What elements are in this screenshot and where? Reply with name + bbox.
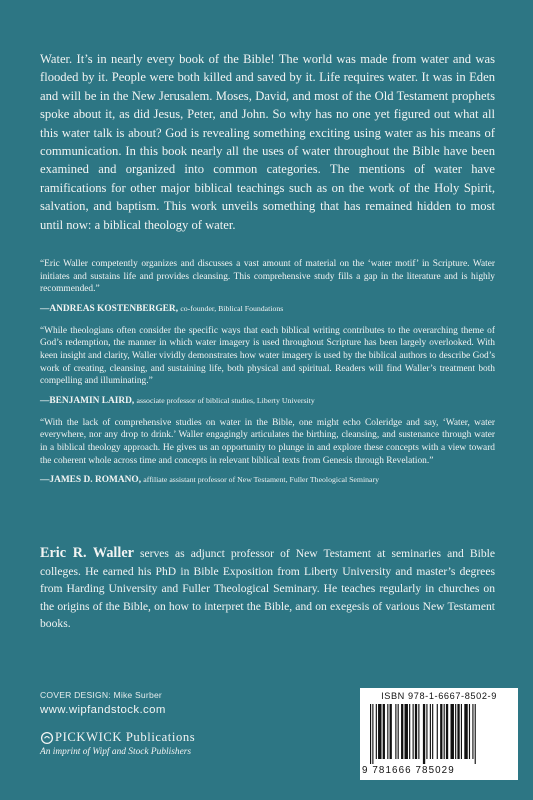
endorsement xyxy=(40,325,495,407)
barcode-bar xyxy=(401,704,403,759)
isbn-barcode xyxy=(360,688,518,780)
barcode-bar xyxy=(432,704,433,759)
barcode-bar xyxy=(418,704,419,759)
author-bio xyxy=(40,545,495,633)
barcode-bar xyxy=(437,704,438,759)
barcode-bar xyxy=(455,704,456,759)
barcode-bar xyxy=(430,704,431,759)
pickwick-logo-icon xyxy=(40,731,54,745)
barcode-bar xyxy=(461,704,462,759)
barcode-bar xyxy=(413,704,414,759)
barcode-bar xyxy=(472,704,473,759)
endorsement xyxy=(40,417,495,486)
barcode-bar xyxy=(395,704,396,759)
barcode-bar xyxy=(464,704,467,759)
publisher-credits xyxy=(40,690,300,757)
barcode-digits: 9 781666 785029 xyxy=(362,765,455,776)
endorser-role: associate professor of biblical studies, Liberty University xyxy=(136,395,315,405)
barcode-bar xyxy=(440,704,442,759)
endorser-name: —ANDREAS KOSTENBERGER, xyxy=(40,303,179,314)
endorsement xyxy=(40,258,495,315)
barcode-bar xyxy=(376,704,377,759)
endorsement-attribution xyxy=(40,473,495,486)
barcode-bar xyxy=(451,704,454,759)
barcode-bar xyxy=(405,704,408,759)
barcode-bar xyxy=(409,704,410,759)
endorsement-attribution xyxy=(40,394,495,407)
endorsement-text: “While theologians often consider the specific ways that each biblical writing contributes to the overarching theme of God’s redemption, the manner in which water imagery is used throughout Scripture has been largely overlooked. With keen insight and clarity, Waller vividly demonstrates how water imagery is used by the biblical authors to describe God’s work of creating, cleansing, and sustaining life, both physical and spiritual. Readers will find Waller’s treatment both compelling and illuminating.” xyxy=(40,325,495,387)
endorser-name: —BENJAMIN LAIRD, xyxy=(40,395,135,406)
endorser-role: co-founder, Biblical Foundations xyxy=(180,303,284,313)
imprint-subtitle: An imprint of Wipf and Stock Publishers xyxy=(40,747,192,757)
barcode-bar xyxy=(370,704,371,764)
barcode-bar xyxy=(423,704,425,764)
publisher-website: www.wipfandstock.com xyxy=(40,704,166,716)
barcode-bar xyxy=(475,704,476,764)
barcode-bar xyxy=(457,704,459,759)
cover-design-credit: COVER DESIGN: Mike Surber xyxy=(40,690,162,700)
barcode-bar xyxy=(446,704,448,759)
barcode-bar xyxy=(378,704,381,759)
barcode-bars-icon xyxy=(370,704,508,764)
endorsements xyxy=(40,258,495,496)
endorsement-text: “Eric Waller competently organizes and discusses a vast amount of material on the ‘water motif’ in Scripture. Water initiates and sustains life and provides cleansing. This comprehensive study fills a gap in the literature and is highly recommended.” xyxy=(40,259,495,295)
endorser-role: affiliate assistant professor of New Testament, Fuller Theological Seminary xyxy=(143,475,379,485)
barcode-bar xyxy=(390,704,392,759)
barcode-bar xyxy=(415,704,417,759)
endorser-name: —JAMES D. ROMANO, xyxy=(40,475,142,486)
endorsement-text: “With the lack of comprehensive studies on water in the Bible, one might echo Coleridge and say, ‘Water, water everywhere, nor any drop to drink.’ Waller engagingly articulates the birthing, cleansing, and sustenance through water in a biblical theology approach. He gives us an opportunity to plunge in and explore these concepts with a view toward the coherent whole across time and concepts in relevant biblical texts from Genesis through Revelation.” xyxy=(40,417,495,466)
barcode-bar xyxy=(383,704,385,759)
barcode-bar xyxy=(398,704,399,759)
author-bio-text: serves as adjunct professor of New Testament at seminaries and Bible colleges. He earned his PhD in Bible Exposition from Liberty University and master’s degrees from Harding University and Fuller Theological Seminary. He teaches regularly in churches on the origins of the Bible, on how to interpret the Bible, and on exegesis of various New Testament books. xyxy=(40,547,496,631)
barcode-bar xyxy=(426,704,427,759)
barcode-bar xyxy=(469,704,470,759)
imprint-name: PICKWICK Publications xyxy=(55,730,196,744)
book-description: Water. It’s in nearly every book of the Bible! The world was made from water and was flooded by it. People were both killed and saved by it. Life requires water. It was in Eden and will be in the New Jerusalem. Moses, David, and most of the Old Testament prophets spoke about it, as did Jesus, Peter, and John. So why has no one yet figured out what all this water talk is about? God is revealing something exciting using water as his means of communication. In this book nearly all the uses of water throughout the Bible have been examined and organized into common categories. The mentions of water have ramifications for other major biblical teachings such as on the work of the Holy Spirit, salvation, and baptism. This work unveils something that has remained hidden to most until now: a biblical theology of water. xyxy=(40,52,495,232)
endorsement-attribution xyxy=(40,302,495,315)
isbn-label: ISBN 978-1-6667-8502-9 xyxy=(381,691,497,701)
barcode-bar xyxy=(444,704,445,759)
barcode-bar xyxy=(372,704,373,764)
barcode-bar xyxy=(387,704,388,759)
author-name: Eric R. Waller xyxy=(40,545,134,561)
imprint-row xyxy=(40,730,300,745)
